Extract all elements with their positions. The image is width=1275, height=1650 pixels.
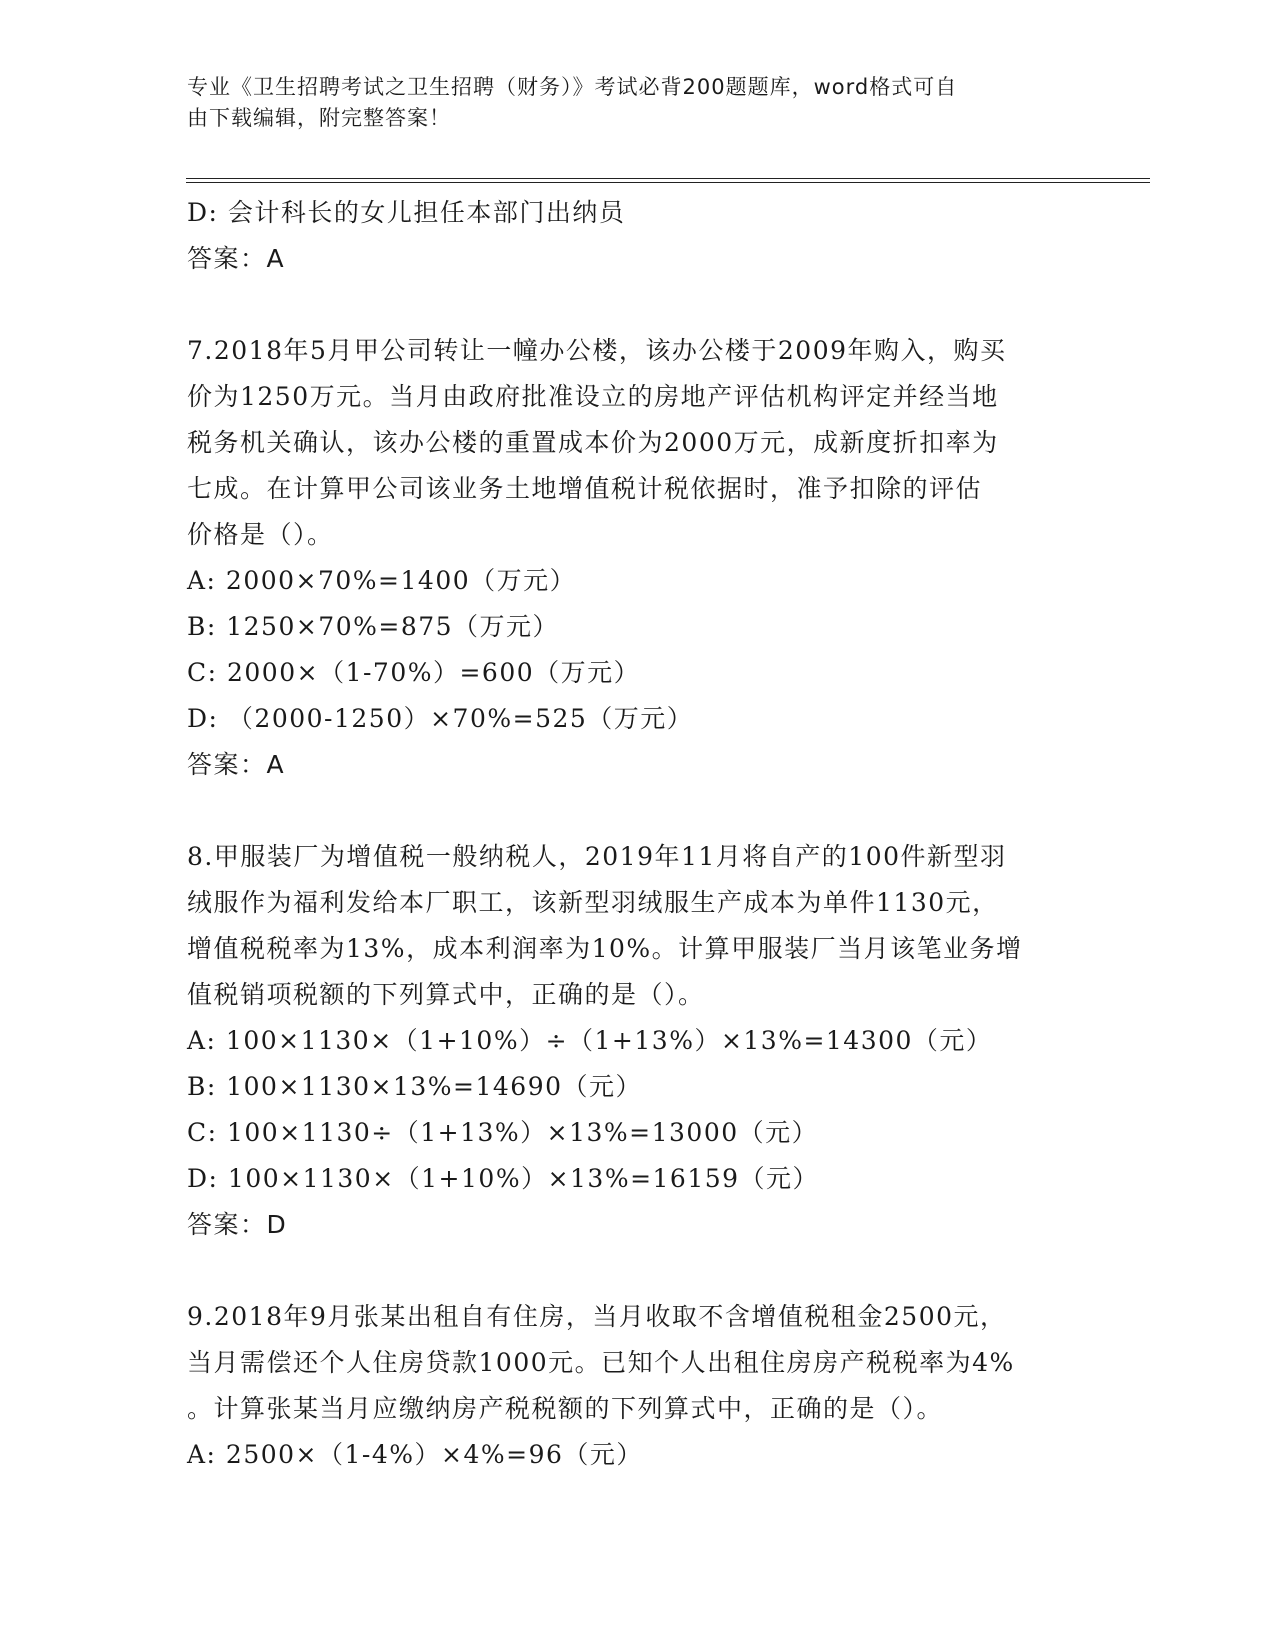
q7-answer: 答案：A [187,750,286,779]
q8-stem-line-3: 增值税税率为13%，成本利润率为10%。计算甲服装厂当月该笔业务增 [187,934,1023,963]
header-line-2: 由下载编辑，附完整答案！ [187,106,451,130]
question-9 [187,1294,1077,1478]
q8-option-d: D: 100×1130×（1+10%）×13%=16159（元） [187,1164,820,1193]
prev-option-d: D: 会计科长的女儿担任本部门出纳员 [187,198,626,227]
q7-option-b: B: 1250×70%=875（万元） [187,612,560,641]
header-line-1: 专业《卫生招聘考试之卫生招聘（财务）》考试必背200题题库，word格式可自 [187,75,958,99]
q8-stem-line-1: 8.甲服装厂为增值税一般纳税人，2019年11月将自产的100件新型羽 [187,842,1007,871]
spacer [187,788,1077,834]
q7-option-c: C: 2000×（1-70%）=600（万元） [187,658,641,687]
q7-stem-line-4: 七成。在计算甲公司该业务土地增值税计税依据时，准予扣除的评估 [187,474,983,503]
question-8 [187,834,1077,1248]
prev-answer: 答案：A [187,244,286,273]
page-header [187,72,1067,134]
q9-stem-line-2: 当月需偿还个人住房贷款1000元。已知个人出租住房房产税税率为4% [187,1348,1015,1377]
q8-option-a: A: 100×1130×（1+10%）÷（1+13%）×13%=14300（元） [187,1026,993,1055]
q9-stem-line-3: 。计算张某当月应缴纳房产税税额的下列算式中，正确的是（）。 [187,1394,944,1423]
question-7 [187,328,1077,788]
spacer [187,1248,1077,1294]
q7-stem-line-2: 价为1250万元。当月由政府批准设立的房地产评估机构评定并经当地 [187,382,999,411]
q7-stem-line-1: 7.2018年5月甲公司转让一幢办公楼，该办公楼于2009年购入，购买 [187,336,1007,365]
question-content [187,190,1077,1478]
q8-stem-line-4: 值税销项税额的下列算式中，正确的是（）。 [187,980,705,1009]
q7-option-d: D: （2000-1250）×70%=525（万元） [187,704,694,733]
header-rule-bottom [186,182,1150,183]
q8-answer: 答案：D [187,1210,288,1239]
q7-stem-line-5: 价格是（）。 [187,520,334,549]
q9-option-a: A: 2500×（1-4%）×4%=96（元） [187,1440,643,1469]
q7-stem-line-3: 税务机关确认，该办公楼的重置成本价为2000万元，成新度折扣率为 [187,428,999,457]
q8-option-b: B: 100×1130×13%=14690（元） [187,1072,643,1101]
q7-option-a: A: 2000×70%=1400（万元） [187,566,577,595]
spacer [187,282,1077,328]
q8-stem-line-2: 绒服作为福利发给本厂职工，该新型羽绒服生产成本为单件1130元， [187,888,999,917]
q8-option-c: C: 100×1130÷（1+13%）×13%=13000（元） [187,1118,819,1147]
header-rule-top [186,178,1150,179]
q9-stem-line-1: 9.2018年9月张某出租自有住房，当月收取不含增值税租金2500元， [187,1302,1007,1331]
